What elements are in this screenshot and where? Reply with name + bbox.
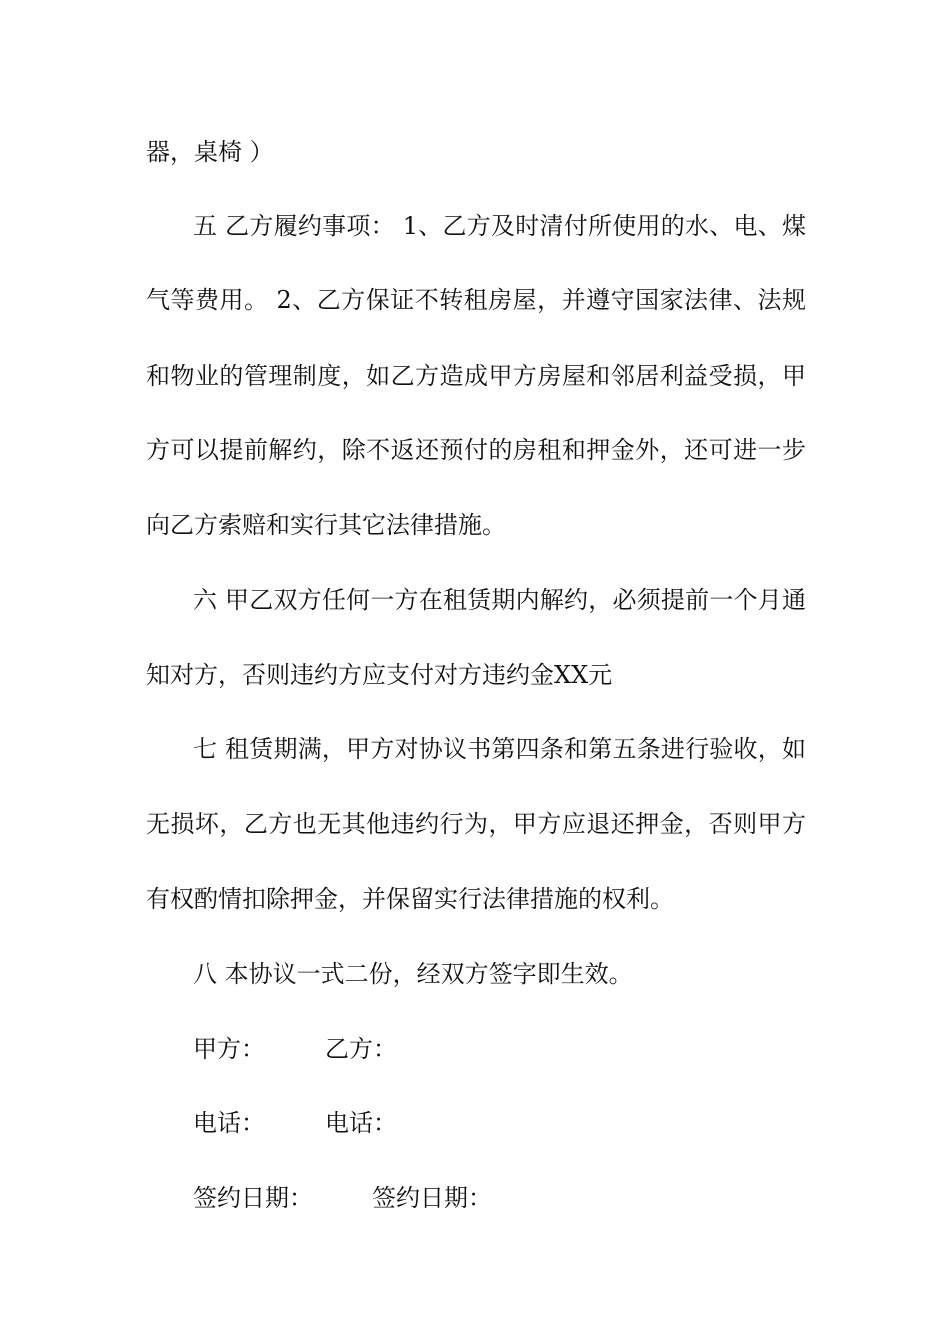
text-line: 七 租赁期满，甲方对协议书第四条和第五条进行验收，如 [193,735,806,763]
text-line: 八 本协议一式二份，经双方签字即生效。 [193,960,633,988]
text-line: 有权酌情扣除押金，并保留实行法律措施的权利。 [146,885,674,913]
phone-a-label: 电话： [193,1109,265,1137]
party-b-label: 乙方： [325,1035,397,1063]
text-line: 无损坏，乙方也无其他违约行为，甲方应退还押金，否则甲方 [146,810,806,838]
text-line: 器，桌椅 ） [146,138,274,166]
text-line: 知对方，否则违约方应支付对方违约金XX元 [146,661,613,689]
text-line: 方可以提前解约，除不返还预付的房租和押金外，还可进一步 [146,436,806,464]
phone-b-label: 电话： [325,1109,397,1137]
date-a-label: 签约日期： [193,1184,313,1212]
text-line: 向乙方索赔和实行其它法律措施。 [146,511,506,539]
text-line: 六 甲乙双方任何一方在租赁期内解约，必须提前一个月通 [193,586,806,614]
text-line: 五 乙方履约事项： 1、乙方及时清付所使用的水、电、煤 [193,212,806,240]
text-line: 和物业的管理制度，如乙方造成甲方房屋和邻居利益受损，甲 [146,362,806,390]
date-b-label: 签约日期： [372,1184,492,1212]
text-line: 气等费用。 2、乙方保证不转租房屋，并遵守国家法律、法规 [146,286,806,314]
party-a-label: 甲方： [193,1035,265,1063]
